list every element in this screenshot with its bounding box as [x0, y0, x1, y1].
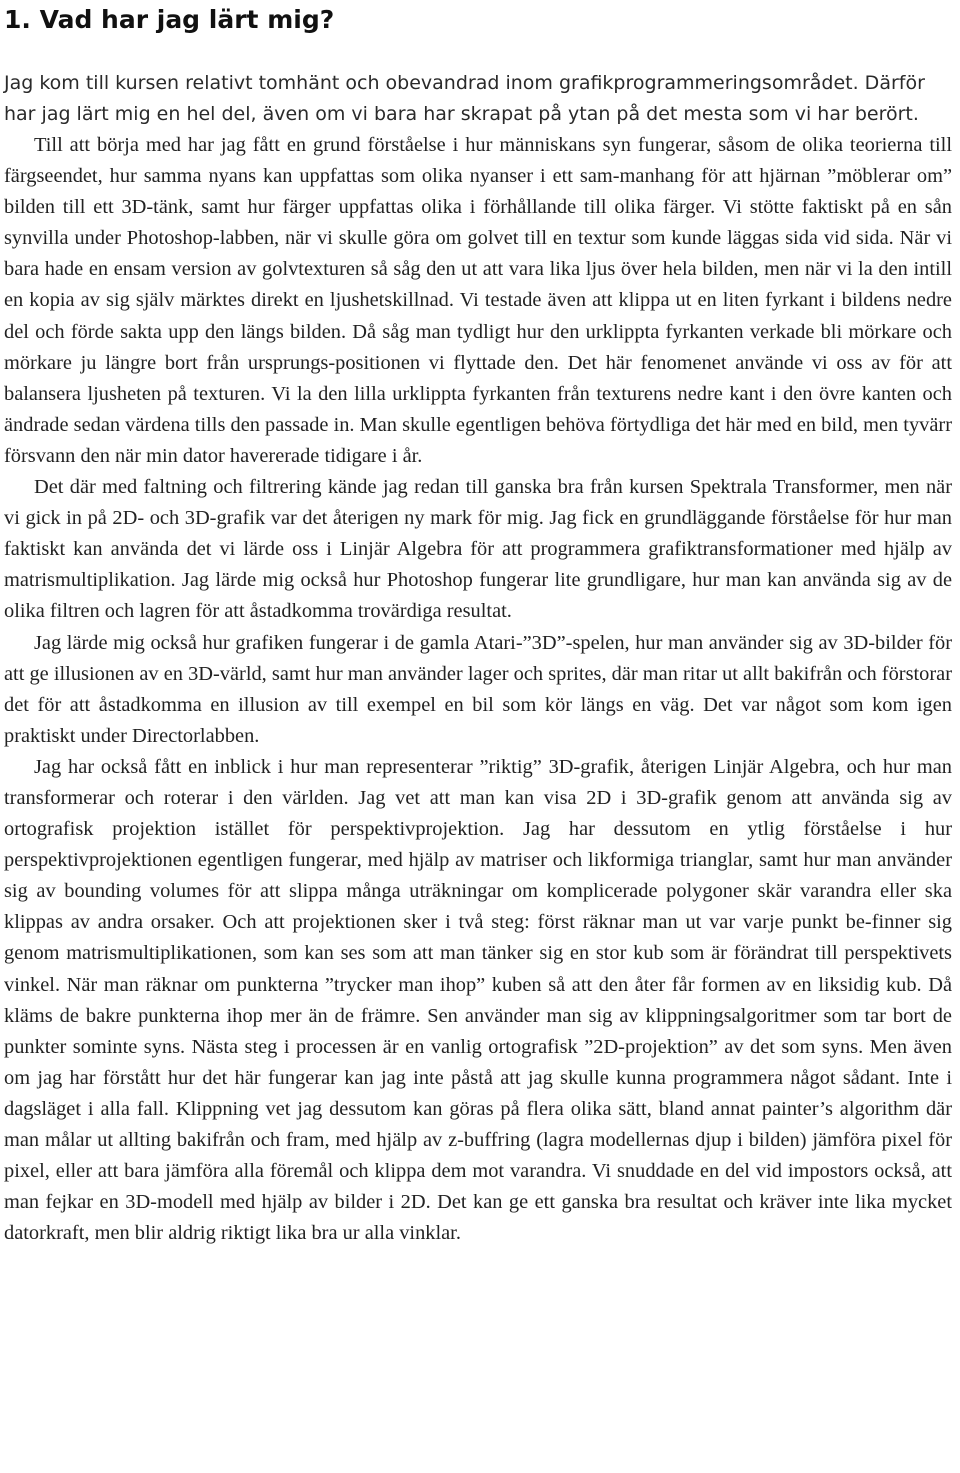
- paragraph-atari-graphics: Jag lärde mig också hur grafiken fungerar i de gamla Atari-”3D”-spelen, hur man använder sig av 3D-bilder för att ge illusionen av en 3D-värld, samt hur man använder lager och sprites, där man ritar ut allt bakifrån och förstorar det för att åstadkomma en illusion av till exempel en bil som kör längs en väg. Det var något som kom igen praktiskt under Directorlabben.: [4, 631, 952, 747]
- paragraph-perception: Till att börja med har jag fått en grund förståelse i hur människans syn fungerar, såsom de olika teorierna till färgseendet, hur samma nyans kan uppfattas som olika nyanser i ett sam-manhang för att hjärnan ”möblerar om” bilden till ett 3D-tänk, samt hur färger uppfattas olika i förhållande till olika färger. Vi stötte faktiskt på en sån synvilla under Photoshop-labben, när vi skulle göra om golvet till en textur som kunde läggas sida vid sida. När vi bara hade en ensam version av golvtexturen så såg den ut att vara lika ljus över hela bilden, men när vi la den intill en kopia av sig själv märktes direkt en ljushetskillnad. Vi testade även att klippa ut en liten fyrkant i bildens nedre del och förde sakta upp den längs bilden. Då såg man tydligt hur den urklippta fyrkanten verkade bli mörkare och mörkare ju längre bort från ursprungs-positionen vi flyttade den. Det här fenomenet använde vi oss av för att balansera ljusheten på texturen. Vi la den lilla urklippta fyrkanten från texturens nedre kant i den övre kanten och ändrade sedan värdena tills den passade in. Man skulle egentligen behöva förtydliga det här med en bild, men tyvärr försvann den när min dator havererade tidigare i år.: [4, 134, 952, 467]
- section-heading: 1. Vad har jag lärt mig?: [4, 5, 335, 34]
- paragraph-filtering: Det där med faltning och filtrering kände jag redan till ganska bra från kursen Spektrala Transformer, men när vi gick in på 2D- och 3D-grafik var det återigen ny mark för mig. Jag fick en grundläggande förståelse för hur man faktiskt kan använda det vi lärde oss i Linjär Algebra för att programmera grafiktransformationer med hjälp av matrismultiplikation. Jag lärde mig också hur Photoshop fungerar lite grundligare, hur man kan använda sig av de olika filtren och lagren för att åstadkomma trovärdiga resultat.: [4, 476, 952, 623]
- intro-paragraph: Jag kom till kursen relativt tomhänt och obevandrad inom grafikprogrammeringsområdet. Därför har jag lärt mig en hel del, även om vi bara har skrapat på ytan på det mesta som vi har berört.: [4, 72, 925, 125]
- paragraph-3d-graphics: Jag har också fått en inblick i hur man representerar ”riktig” 3D-grafik, återigen Linjär Algebra, och hur man transformerar och roterar i den världen. Jag vet att man kan visa 2D i 3D-grafik genom att använda sig av ortografisk projektion istället för perspektivprojektion. Jag har dessutom en ytlig förståelse i hur perspektivprojektionen egentligen fungerar, med hjälp av matriser och likformiga trianglar, samt hur man använder sig av bounding volumes för att slippa många uträkningar om komplicerade polygoner skär varandra eller ska klippas av andra orsaker. Och att projektionen sker i två steg: först räknar man ut var varje punkt be-finner sig genom matrismultiplikationen, som kan ses som att man tänker sig en stor kub som är förändrat till perspektivets vinkel. När man räknar om punkterna ”trycker man ihop” kuben så att den åter får formen av en liksidig kub. Då kläms de bakre punkterna ihop mer än de främre. Sen använder man sig av klippningsalgoritmer som tar bort de punkter sominte syns. Nästa steg i processen är en vanlig ortografisk ”2D-projektion” av det som syns. Men även om jag har förstått hur det här fungerar kan jag inte påstå att jag skulle kunna programmera något sådant. Inte i dagsläget i alla fall. Klippning vet jag dessutom kan göras på flera olika sätt, bland annat painter’s algorithm där man målar ut allting bakifrån och fram, med hjälp av z-buffring (lagra modellernas djup i bilden) jämföra pixel för pixel, eller att bara jämföra alla föremål och klippa dem mot varandra. Vi snuddade en del vid impostors också, att man fejkar en 3D-modell med hjälp av bilder i 2D. Det kan ge ett ganska bra resultat och kräver inte lika mycket datorkraft, men blir aldrig riktigt lika bra ur alla vinklar.: [4, 755, 952, 1245]
